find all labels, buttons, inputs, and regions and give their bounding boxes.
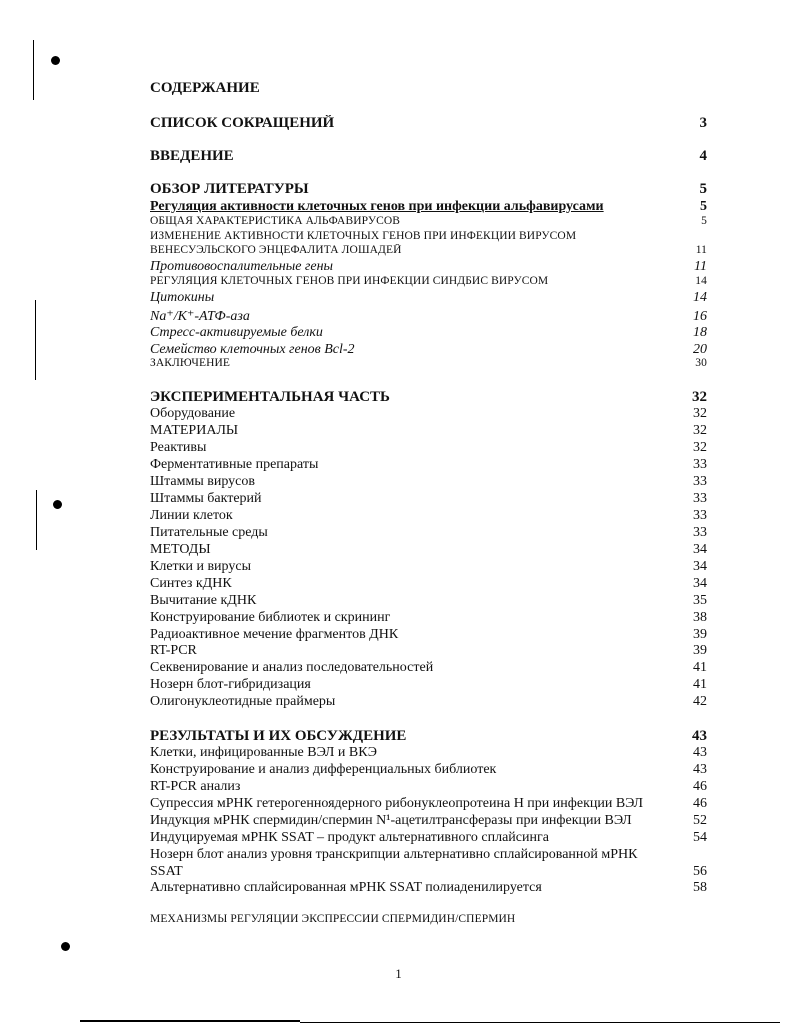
toc-entry: [150, 244, 707, 256]
toc-entry-title: ВВЕДЕНИЕ: [150, 148, 234, 164]
toc-entry-title: ЗАКЛЮЧЕНИЕ: [150, 357, 231, 369]
toc-entry-title: ОБЗОР ЛИТЕРАТУРЫ: [150, 181, 309, 197]
toc-entry-page: 11: [695, 244, 707, 256]
toc-entry-title: Супрессия мРНК гетерогенноядерного рибонуклеопротеина Н при инфекции ВЭЛ: [150, 796, 644, 811]
toc-entry: [150, 230, 707, 242]
toc-entry-page: 32: [693, 406, 707, 421]
toc-entry: [150, 880, 707, 896]
toc-entry-page: 43: [693, 762, 707, 777]
toc-entry: [150, 913, 707, 925]
toc-entry: [150, 677, 707, 693]
toc-entry-title: МЕХАНИЗМЫ РЕГУЛЯЦИИ ЭКСПРЕССИИ СПЕРМИДИН/СПЕРМИН: [150, 913, 516, 925]
toc-entry-page: 41: [693, 677, 707, 692]
toc-entry: [150, 593, 707, 609]
scan-edge-line: [33, 40, 34, 100]
toc-entry-page: 5: [699, 181, 707, 197]
toc-entry-page: 5: [701, 215, 707, 227]
punch-hole-bottom: [61, 942, 70, 951]
toc-entry-title: SSAT: [150, 864, 183, 879]
toc-entry: [150, 259, 707, 275]
toc-entry-page: 46: [693, 796, 707, 811]
toc-entry-title: Клетки, инфицированные ВЭЛ и ВКЭ: [150, 745, 378, 760]
toc-entry: [150, 308, 707, 325]
toc-entry-page: 14: [695, 275, 707, 287]
toc-entry-page: 32: [692, 389, 707, 405]
toc-entry-page: 33: [693, 525, 707, 540]
toc-entry-title: Нозерн блот-гибридизация: [150, 677, 311, 692]
toc-entry-page: 38: [693, 610, 707, 625]
toc-entry-title: Штаммы бактерий: [150, 491, 262, 506]
toc-entry: [150, 181, 707, 198]
toc-entry: [150, 643, 707, 659]
punch-hole-middle: [53, 500, 62, 509]
toc-entry: [150, 779, 707, 795]
toc-entry-title: Линии клеток: [150, 508, 233, 523]
toc-entry-page: 14: [693, 290, 707, 305]
toc-entry: [150, 576, 707, 592]
toc-entry-title: ВЕНЕСУЭЛЬСКОГО ЭНЦЕФАЛИТА ЛОШАДЕЙ: [150, 244, 402, 256]
toc-entry: [150, 796, 707, 812]
toc-entry-page: 34: [693, 559, 707, 574]
toc-entry-page: 54: [693, 830, 707, 845]
toc-entry-page: 33: [693, 457, 707, 472]
toc-entry-page: 43: [692, 728, 707, 744]
toc-title: СОДЕРЖАНИЕ: [150, 80, 260, 96]
toc-entry-page: 30: [695, 357, 707, 369]
toc-entry: [150, 148, 707, 165]
toc-entry-title: Реактивы: [150, 440, 207, 455]
toc-entry-page: 34: [693, 576, 707, 591]
toc-entry: [150, 830, 707, 846]
toc-entry-title: Питательные среды: [150, 525, 268, 540]
toc-entry-page: 35: [693, 593, 707, 608]
toc-entry-page: 34: [693, 542, 707, 557]
toc-entry: [150, 559, 707, 575]
toc-entry-title: ОБЩАЯ ХАРАКТЕРИСТИКА АЛЬФАВИРУСОВ: [150, 215, 401, 227]
toc-entry-title: RT-PCR анализ: [150, 779, 241, 794]
toc-entry: [150, 525, 707, 541]
toc-entry-page: 32: [693, 440, 707, 455]
punch-hole-top: [51, 56, 60, 65]
toc-entry-title: Индукция мРНК спермидин/спермин N¹-ацетилтрансферазы при инфекции ВЭЛ: [150, 813, 632, 828]
toc-entry-title: ИЗМЕНЕНИЕ АКТИВНОСТИ КЛЕТОЧНЫХ ГЕНОВ ПРИ ИНФЕКЦИИ ВИРУСОМ: [150, 230, 577, 242]
toc-entry-page: 33: [693, 474, 707, 489]
toc-entry-title: Радиоактивное мечение фрагментов ДНК: [150, 627, 399, 642]
toc-entry: [150, 847, 707, 863]
scan-bottom-line: [80, 1020, 300, 1022]
toc-entry-title: РЕГУЛЯЦИЯ КЛЕТОЧНЫХ ГЕНОВ ПРИ ИНФЕКЦИИ СИНДБИС ВИРУСОМ: [150, 275, 549, 287]
toc-entry-title: Na⁺/K⁺-АТФ-аза: [150, 309, 250, 324]
toc-entry-title: РЕЗУЛЬТАТЫ И ИХ ОБСУЖДЕНИЕ: [150, 728, 407, 744]
toc-entry-title: RT-PCR: [150, 643, 197, 658]
toc-entry: [150, 275, 707, 287]
toc-entry: [150, 813, 707, 829]
toc-entry-page: 33: [693, 491, 707, 506]
toc-entry-page: 3: [699, 115, 707, 131]
toc-entry-page: 5: [700, 199, 707, 214]
toc-entry-title: Штаммы вирусов: [150, 474, 255, 489]
scan-edge-line: [36, 490, 37, 550]
toc-entry-page: 42: [693, 694, 707, 709]
toc-entry-title: Вычитание кДНК: [150, 593, 257, 608]
toc-entry: [150, 342, 707, 358]
toc-entry: [150, 215, 707, 227]
toc-entry-title: Клетки и вирусы: [150, 559, 251, 574]
toc-entry-page: 32: [693, 423, 707, 438]
toc-entry-page: 46: [693, 779, 707, 794]
scan-bottom-line: [300, 1022, 780, 1023]
toc-entry-title: Конструирование и анализ дифференциальных библиотек: [150, 762, 497, 777]
toc-entry: [150, 474, 707, 490]
toc-entry: [150, 440, 707, 456]
toc-entry: [150, 290, 707, 306]
toc-entry-title: СПИСОК СОКРАЩЕНИЙ: [150, 115, 335, 131]
toc-entry: [150, 115, 707, 132]
toc-entry-page: 33: [693, 508, 707, 523]
toc-entry-title: Индуцируемая мРНК SSAT – продукт альтернативного сплайсинга: [150, 830, 549, 845]
toc-entry-title: Конструирование библиотек и скрининг: [150, 610, 391, 625]
toc-entry: [150, 864, 707, 880]
toc-entry-title: ЭКСПЕРИМЕНТАЛЬНАЯ ЧАСТЬ: [150, 389, 390, 405]
scan-edge-line: [35, 300, 36, 380]
toc-entry-title: Цитокины: [150, 290, 215, 305]
toc-entry-page: 16: [693, 309, 707, 324]
toc-entry: [150, 745, 707, 761]
toc-entry-page: 18: [693, 325, 707, 340]
toc-entry-page: 11: [694, 259, 707, 274]
toc-entry: [150, 325, 707, 341]
toc-entry-title: Синтез кДНК: [150, 576, 232, 591]
toc-entry: [150, 406, 707, 422]
page-number: 1: [395, 966, 402, 981]
toc-entry: [150, 199, 707, 215]
toc-entry: [150, 610, 707, 626]
toc-entry-title: МЕТОДЫ: [150, 542, 211, 557]
toc-entry-page: 52: [693, 813, 707, 828]
toc-entry: [150, 508, 707, 524]
toc-entry-page: 20: [693, 342, 707, 357]
toc-entry: [150, 694, 707, 710]
toc-entry: [150, 423, 707, 439]
toc-entry: [150, 389, 707, 406]
toc-entry-title: МАТЕРИАЛЫ: [150, 423, 239, 438]
toc-entry-page: 58: [693, 880, 707, 895]
toc-entry: [150, 357, 707, 369]
toc-entry: [150, 728, 707, 745]
toc-entry-title: Стресс-активируемые белки: [150, 325, 323, 340]
toc-entry-title: Альтернативно сплайсированная мРНК SSAT полиаденилируется: [150, 880, 542, 895]
toc-entry: [150, 762, 707, 778]
toc-entry-page: 4: [699, 148, 707, 164]
toc-entry-title: Регуляция активности клеточных генов при инфекции альфавирусами: [150, 199, 604, 214]
toc-entry-page: 43: [693, 745, 707, 760]
toc-entry-page: 56: [693, 864, 707, 879]
toc-entry: [150, 491, 707, 507]
toc-entry-page: 39: [693, 643, 707, 658]
toc-entry-title: Противовоспалительные гены: [150, 259, 334, 274]
toc-entry-page: 39: [693, 627, 707, 642]
toc-entry-title: Нозерн блот анализ уровня транскрипции альтернативно сплайсированной мРНК: [150, 847, 638, 862]
toc-entry: [150, 660, 707, 676]
toc-entry-title: Олигонуклеотидные праймеры: [150, 694, 336, 709]
toc-entry-title: Ферментативные препараты: [150, 457, 319, 472]
toc-entry-title: Секвенирование и анализ последовательностей: [150, 660, 434, 675]
toc-entry-title: Оборудование: [150, 406, 236, 421]
toc-entry: [150, 627, 707, 643]
toc-entry-page: 41: [693, 660, 707, 675]
toc-entry: [150, 457, 707, 473]
toc-entry-title: Семейство клеточных генов Bcl-2: [150, 342, 355, 357]
toc-entry: [150, 542, 707, 558]
